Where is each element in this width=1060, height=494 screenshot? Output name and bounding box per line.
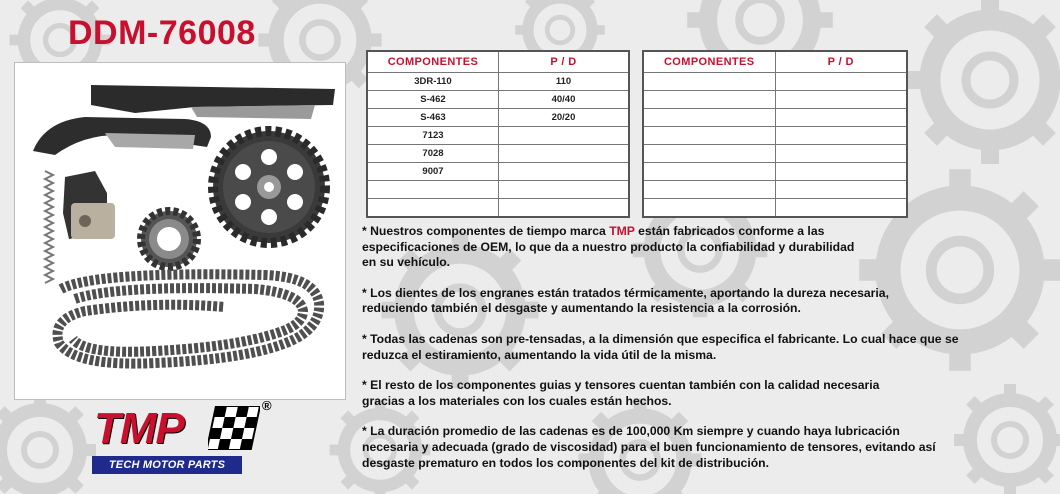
part-number (367, 199, 498, 218)
table-row (367, 199, 629, 218)
components-table-right (642, 50, 908, 218)
product-notes (362, 224, 1052, 486)
header-pd: P / D (775, 51, 907, 73)
table-row (367, 127, 629, 145)
part-number: S-462 (367, 91, 498, 109)
note-duration: * La duración promedio de las cadenas es de 100,000 Km siempre y cuando haya lubricación necesaria y adecuada (grado de viscosidad) para el buen funcionamiento de tensores, evitando así desgaste prematuro en todos los componentes del kit de distribución. (362, 424, 936, 470)
components-table-left (366, 50, 630, 218)
table-row (643, 91, 907, 109)
table-row (367, 181, 629, 199)
logo-tagline: TECH MOTOR PARTS (92, 456, 242, 474)
tmp-logo (86, 400, 286, 480)
timing-chain (57, 274, 319, 363)
pd-value (498, 145, 629, 163)
header-componentes: COMPONENTES (643, 51, 775, 73)
registered-mark: ® (262, 398, 272, 413)
camshaft-sprocket (213, 131, 325, 243)
brand-name: TMP (609, 224, 635, 238)
table-row (367, 91, 629, 109)
tensioner-spring (45, 171, 53, 283)
header-componentes: COMPONENTES (367, 51, 498, 73)
pd-value (498, 163, 629, 181)
pd-value: 40/40 (498, 91, 629, 109)
pd-value (498, 181, 629, 199)
table-row (643, 145, 907, 163)
part-number: S-463 (367, 109, 498, 127)
part-number: 9007 (367, 163, 498, 181)
note-gear-teeth: * Los dientes de los engranes están tratados térmicamente, aportando la dureza necesaria, reduciendo también el desgaste y aumentando la resistencia a la corrosión. (362, 285, 889, 316)
table-row (367, 145, 629, 163)
part-number: 7028 (367, 145, 498, 163)
logo-mark: TMP (94, 404, 184, 453)
table-row (643, 199, 907, 218)
pd-value: 110 (498, 73, 629, 91)
part-number: 7123 (367, 127, 498, 145)
note-guides: * El resto de los componentes guias y tensores cuentan también con la calidad necesaria gracias a los materiales con los cuales están hechos. (362, 378, 880, 408)
table-header-row (367, 51, 629, 73)
table-row (643, 181, 907, 199)
hydraulic-tensioner (63, 171, 115, 239)
pd-value: 20/20 (498, 109, 629, 127)
table-row (643, 127, 907, 145)
note-oem: * Nuestros componentes de tiempo marca TMP están fabricados conforme a las especificaciones de OEM, lo que da a nuestro producto la confiabilidad y durabilidad en su vehículo. (362, 224, 855, 270)
product-image (14, 62, 346, 400)
table-row (643, 163, 907, 181)
table-row (643, 73, 907, 91)
crankshaft-sprocket (141, 211, 197, 267)
table-row (367, 163, 629, 181)
part-number: 3DR-110 (367, 73, 498, 91)
pd-value (498, 199, 629, 218)
product-code-title: DDM-76008 (68, 14, 256, 52)
pd-value (498, 127, 629, 145)
checkered-flag-icon (208, 406, 260, 450)
table-header-row (643, 51, 907, 73)
table-row (643, 109, 907, 127)
table-row (367, 73, 629, 91)
part-number (367, 181, 498, 199)
header-pd: P / D (498, 51, 629, 73)
note-chains: * Todas las cadenas son pre-tensadas, a la dimensión que especifica el fabricante. Lo cual hace que se reduzca el estiramiento, aumentando la vida útil de la misma. (362, 331, 959, 362)
table-row (367, 109, 629, 127)
